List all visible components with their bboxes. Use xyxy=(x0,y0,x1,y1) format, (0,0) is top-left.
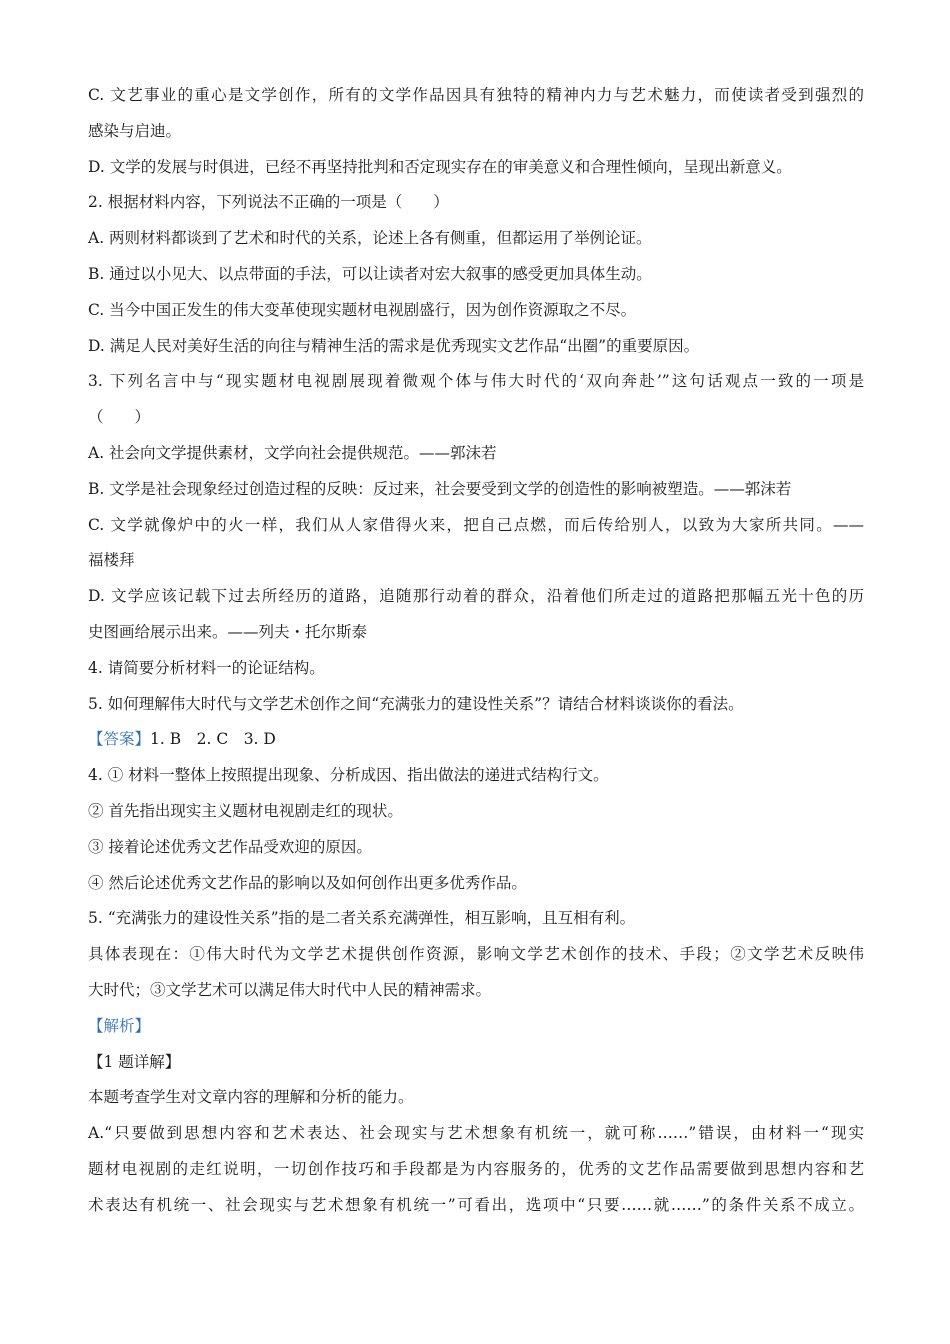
analysis-heading xyxy=(88,1009,864,1045)
q3-option-b: B. 文学是社会现象经过创造过程的反映：反过来，社会要受到文学的创造性的影响被塑造。——郭沫若 xyxy=(88,479,792,498)
question-3-line-1: 3. 下列名言中与“现实题材电视剧展现着微观个体与伟大时代的‘双向奔赴’”这句话观点一致的一项是 xyxy=(88,372,864,391)
answer-4-point-2: ② 首先指出现实主义题材电视剧走红的现状。 xyxy=(88,801,403,820)
q2-option-a: A. 两则材料都谈到了艺术和时代的关系，论述上各有侧重，但都运用了举例论证。 xyxy=(88,229,652,248)
analysis-tag: 【解析】 xyxy=(88,1016,151,1035)
option-c-line-1: C. 文艺事业的重心是文学创作，所有的文学作品因具有独特的精神内力与艺术魅力，而使读者受到强烈的 xyxy=(88,86,864,104)
q2-option-b: B. 通过以小见大、以点带面的手法，可以让读者对宏大叙事的感受更加具体生动。 xyxy=(88,264,652,283)
q2-option-d: D. 满足人民对美好生活的向往与精神生活的需求是优秀现实文艺作品“出圈”的重要原因。 xyxy=(88,336,700,355)
answer-4-point-4: ④ 然后论述优秀文艺作品的影响以及如何创作出更多优秀作品。 xyxy=(88,873,527,892)
analysis-line-2: A.“只要做到思想内容和艺术表达、社会现实与艺术想象有机统一，就可称……”错误，由材料一“现实 xyxy=(88,1124,864,1143)
analysis-sub-heading: 【1 题详解】 xyxy=(88,1052,181,1071)
option-d-line: D. 文学的发展与时俱进，已经不再坚持批判和否定现实存在的审美意义和合理性倾向，呈现出新意义。 xyxy=(88,157,792,176)
q3-option-c-line-2: 福楼拜 xyxy=(88,551,135,570)
q3-option-c-line-1: C. 文学就像炉中的火一样，我们从人家借得火来，把自己点燃，而后传给别人，以致为大家所共同。—— xyxy=(88,515,864,534)
analysis-line-3: 题材电视剧的走红说明，一切创作技巧和手段都是为内容服务的，优秀的文艺作品需要做到思想内容和艺 xyxy=(88,1159,864,1178)
answer-5-intro: 5. “充满张力的建设性关系”指的是二者关系充满弹性，相互影响，且互相有利。 xyxy=(88,909,636,928)
question-4: 4. 请简要分析材料一的论证结构。 xyxy=(88,658,325,677)
answer-4-point-3: ③ 接着论述优秀文艺作品受欢迎的原因。 xyxy=(88,837,372,856)
q3-option-a: A. 社会向文学提供素材，文学向社会提供规范。——郭沫若 xyxy=(88,443,497,462)
answer-5-detail-line-2: 大时代；③文学艺术可以满足伟大时代中人民的精神需求。 xyxy=(88,980,492,999)
answer-text: 1. B 2. C 3. D xyxy=(150,730,276,749)
question-5: 5. 如何理解伟大时代与文学艺术创作之间“充满张力的建设性关系”？请结合材料谈谈你的看法。 xyxy=(88,694,744,713)
answer-5-detail-line-1: 具体表现在：①伟大时代为文学艺术提供创作资源，影响文学艺术创作的技术、手段；②文学艺术反映伟 xyxy=(88,945,864,964)
answer-4-intro: 4. ① 材料一整体上按照提出现象、分析成因、指出做法的递进式结构行文。 xyxy=(88,766,609,785)
answer-line xyxy=(88,722,864,758)
option-c-line-2: 感染与启迪。 xyxy=(88,121,182,140)
q3-option-d-line-2: 史图画给展示出来。——列夫・托尔斯泰 xyxy=(88,622,368,641)
answer-tag: 【答案】 xyxy=(88,730,151,749)
analysis-line-4: 术表达有机统一、社会现实与艺术想象有机统一”可看出，选项中“只要……就……”的条件关系不成立。 xyxy=(88,1195,864,1214)
question-3-line-2: （ ） xyxy=(88,408,151,427)
q3-option-d-line-1: D. 文学应该记载下过去所经历的道路，追随那行动着的群众，沿着他们所走过的道路把那幅五光十色的历 xyxy=(88,587,864,606)
question-2: 2. 根据材料内容，下列说法不正确的一项是（ ） xyxy=(88,193,449,212)
q2-option-c: C. 当今中国正发生的伟大变革使现实题材电视剧盛行，因为创作资源取之不尽。 xyxy=(88,300,637,319)
analysis-line-1: 本题考查学生对文章内容的理解和分析的能力。 xyxy=(88,1088,414,1107)
